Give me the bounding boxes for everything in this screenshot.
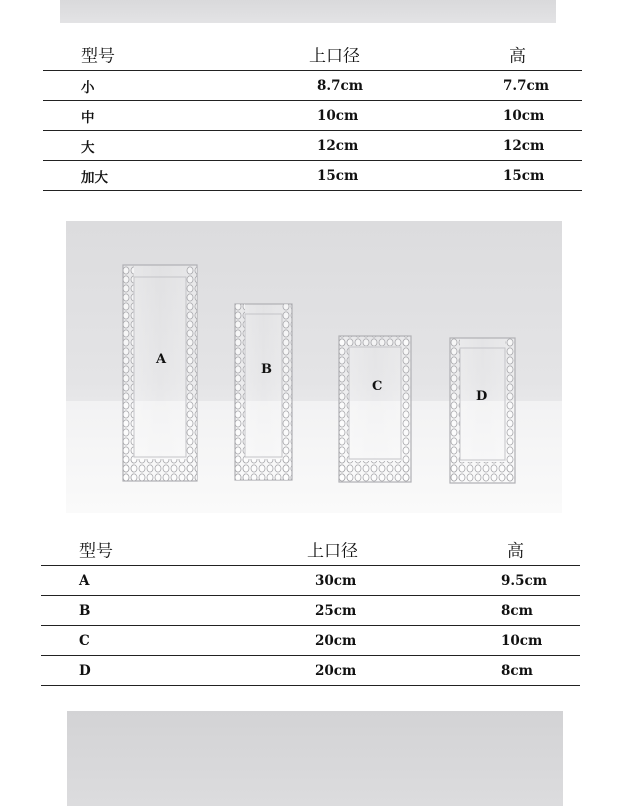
cell-model: 加大	[81, 169, 108, 186]
cell-height: 9.5cm	[501, 572, 547, 589]
cell-diameter: 30cm	[315, 572, 357, 589]
header-height: 高	[509, 46, 526, 66]
cell-height: 8cm	[501, 662, 533, 679]
cell-diameter: 10cm	[317, 107, 359, 124]
cell-model: 中	[81, 109, 95, 126]
cell-model: 小	[81, 79, 95, 96]
size-table-square	[41, 532, 580, 686]
table-row	[43, 101, 582, 131]
size-table-round	[43, 37, 582, 191]
cell-height: 7.7cm	[503, 77, 549, 94]
cell-height: 10cm	[503, 107, 545, 124]
vase-label-d: D	[476, 389, 488, 404]
cell-diameter: 12cm	[317, 137, 359, 154]
product-photo-top	[60, 0, 556, 23]
header-model: 型号	[79, 541, 113, 561]
table-row	[43, 161, 582, 191]
cell-height: 12cm	[503, 137, 545, 154]
header-model: 型号	[81, 46, 115, 66]
table-row	[41, 566, 580, 596]
cell-model: D	[79, 662, 91, 679]
cell-diameter: 25cm	[315, 602, 357, 619]
cell-diameter: 15cm	[317, 167, 359, 184]
cell-diameter: 20cm	[315, 662, 357, 679]
vase-label-b: B	[261, 362, 272, 377]
table-header-row	[41, 532, 580, 566]
table-row	[41, 626, 580, 656]
vase-b	[235, 304, 292, 480]
cell-model: C	[79, 632, 90, 649]
vase-label-c: C	[372, 379, 383, 394]
cell-model: B	[79, 602, 91, 619]
product-photo-vases	[66, 221, 562, 513]
table-row	[43, 71, 582, 101]
table-row	[41, 596, 580, 626]
cell-diameter: 8.7cm	[317, 77, 363, 94]
vase-a	[123, 265, 197, 481]
cell-height: 8cm	[501, 602, 533, 619]
cell-height: 15cm	[503, 167, 545, 184]
cell-height: 10cm	[501, 632, 543, 649]
vase-label-a: A	[156, 352, 167, 367]
header-diameter: 上口径	[309, 46, 360, 66]
table-header-row	[43, 37, 582, 71]
vase-c	[339, 336, 411, 482]
table-row	[41, 656, 580, 686]
vase-d	[450, 338, 515, 483]
cell-model: A	[79, 572, 90, 589]
table-row	[43, 131, 582, 161]
product-photo-bottom	[67, 711, 563, 806]
header-diameter: 上口径	[307, 541, 358, 561]
header-height: 高	[507, 541, 524, 561]
vase-illustration	[66, 221, 562, 513]
cell-diameter: 20cm	[315, 632, 357, 649]
cell-model: 大	[81, 139, 95, 156]
